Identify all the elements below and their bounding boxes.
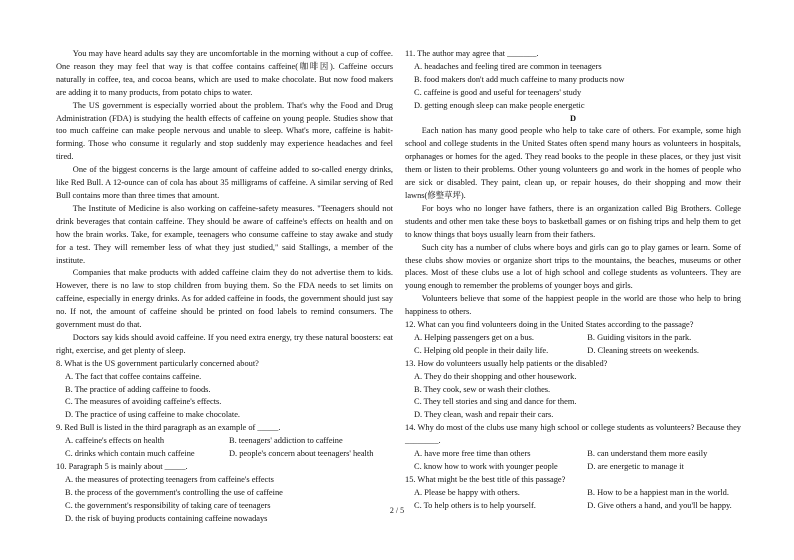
question-stem: 12. What can you find volunteers doing in the United States according to the passage? xyxy=(405,320,694,330)
question-stem: 14. Why do most of the clubs use many high school or college students as volunteers? Because they ________. xyxy=(405,423,741,446)
passage-d-paragraph-4: Volunteers believe that some of the happiest people in the world are those who help to bring happiness to others. xyxy=(405,294,741,317)
option-d[interactable]: D. Give others a hand, and you'll be happy. xyxy=(587,500,732,510)
question-12 xyxy=(405,319,741,358)
option-d[interactable]: D. are energetic to manage it xyxy=(587,462,684,471)
option-d[interactable]: D. They clean, wash and repair their cars. xyxy=(414,410,554,420)
passage-d-paragraph-1: Each nation has many good people who help to take care of others. For example, some high school and college students in the United States often spend many hours as volunteers in hospitals, orphanages or homes for the aged. They read books to the people in these places, or they just visit them or listen to their problems. Other young volunteers go and work in the homes of people who are sick or disabled. They paint, clean up, or repair houses, do their shopping and mow their lawns(修整草坪). xyxy=(405,126,741,200)
option-a[interactable]: A. headaches and feeling tired are common in teenagers xyxy=(414,61,602,71)
options-row xyxy=(414,461,741,474)
question-stem: 13. How do volunteers usually help patients or the disabled? xyxy=(405,358,608,368)
question-11 xyxy=(405,48,741,113)
options-row xyxy=(414,487,741,500)
option-a[interactable]: A. have more free time than others xyxy=(414,449,531,459)
question-stem: 15. What might be the best title of this passage? xyxy=(405,474,566,484)
options-row xyxy=(65,435,393,448)
option-c[interactable]: C. the government's responsibility of taking care of teenagers xyxy=(65,500,271,510)
option-b[interactable]: B. teenagers' addiction to caffeine xyxy=(229,436,343,446)
options-row xyxy=(414,332,741,345)
passage-c-paragraph-3: One of the biggest concerns is the large amount of caffeine added to so-called energy drinks, like Red Bull. A 12-ounce can of cola has about 35 milligrams of caffeine. A similar serving of Red Bull contains more than three times that amount. xyxy=(56,165,393,200)
option-d[interactable]: D. people's concern about teenagers' health xyxy=(229,449,374,459)
question-stem: 10. Paragraph 5 is mainly about _____. xyxy=(56,462,188,471)
options-row xyxy=(414,448,741,461)
passage-c-paragraph-2: The US government is especially worried about the problem. That's why the Food and Drug Administration (FDA) is studying the health effects of caffeine on young people. Studies show that too much caffeine can make people nervous and unable to sleep. What's more, caffeine is habit-forming. Those who consume it regularly and stop suddenly may experience headaches and feel tired. xyxy=(56,100,393,162)
option-a[interactable]: A. The fact that coffee contains caffeine. xyxy=(65,371,202,381)
option-d[interactable]: D. The practice of using caffeine to make chocolate. xyxy=(65,410,241,420)
option-b[interactable]: B. They cook, sew or wash their clothes. xyxy=(414,384,551,394)
question-stem: 8. What is the US government particularly concerned about? xyxy=(56,358,259,368)
option-b[interactable]: B. Guiding visitors in the park. xyxy=(587,332,692,342)
option-b[interactable]: B. How to be a happiest man in the world. xyxy=(587,487,729,497)
question-9 xyxy=(56,422,393,461)
question-14 xyxy=(405,422,741,474)
passage-d-paragraph-2: For boys who no longer have fathers, there is an organization called Big Brothers. College students and other men take these boys to basketball games or on fishing trips and help them to get to know things that boys usually learn from their fathers. xyxy=(405,203,741,239)
options-row xyxy=(65,448,393,461)
option-a[interactable]: A. They do their shopping and other housework. xyxy=(414,371,577,381)
right-column xyxy=(405,48,741,513)
question-10 xyxy=(56,461,393,526)
option-a[interactable]: A. caffeine's effects on health xyxy=(65,436,165,446)
question-stem: 9. Red Bull is listed in the third paragraph as an example of _____. xyxy=(56,423,281,433)
passage-c-paragraph-1: You may have heard adults say they are uncomfortable in the morning without a cup of coffee. One reason they may feel that way is that coffee contains caffeine(咖啡因). Caffeine occurs naturally in coffee, tea, and cocoa beans, which are used to make chocolate. But now food makers are adding it to many products, from potato chips to water. xyxy=(56,49,393,97)
option-c[interactable]: C. They tell stories and sing and dance for them. xyxy=(414,397,577,407)
option-c[interactable]: C. Helping old people in their daily life. xyxy=(414,345,549,355)
option-d[interactable]: D. Cleaning streets on weekends. xyxy=(587,345,699,355)
passage-c-paragraph-4: The Institute of Medicine is also working on caffeine-safety measures. "Teenagers should not drink beverages that contain caffeine. They should be aware of caffeine's effects on health and on how the brain works. Take, for example, teenagers who consume caffeine to stay awake and study for a test. They will remember less of what they just studied," said Stallings, a member of the institute. xyxy=(56,203,393,265)
options-row xyxy=(414,345,741,358)
question-13 xyxy=(405,358,741,423)
option-b[interactable]: B. can understand them more easily xyxy=(587,449,708,459)
option-c[interactable]: C. To help others is to help yourself. xyxy=(414,500,536,510)
passage-d-paragraph-3: Such city has a number of clubs where boys and girls can go to play games or learn. Some of these clubs show movies or organize short trips to the mountains, the beaches, museums or other places. Most of these clubs use a lot of high school and college students as volunteers. They are young enough to remember the problems of younger boys and girls. xyxy=(405,242,741,291)
option-d[interactable]: D. getting enough sleep can make people energetic xyxy=(414,100,585,110)
option-b[interactable]: B. The practice of adding caffeine to foods. xyxy=(65,384,211,394)
passage-c-paragraph-6: Doctors say kids should avoid caffeine. If you need extra energy, try these natural boosters: eat right, exercise, and get plenty of sleep. xyxy=(56,332,393,355)
option-a[interactable]: A. Please be happy with others. xyxy=(414,487,520,497)
option-d[interactable]: D. the risk of buying products containing caffeine nowadays xyxy=(65,513,268,523)
option-c[interactable]: C. know how to work with younger people xyxy=(414,462,558,471)
option-b[interactable]: B. the process of the government's controlling the use of caffeine xyxy=(65,487,283,497)
option-c[interactable]: C. The measures of avoiding caffeine's effects. xyxy=(65,397,222,407)
passage-c-paragraph-5: Companies that make products with added caffeine claim they do not advertise them to kids. However, there is no law to stop children from buying them. So the FDA needs to set limits on caffeine, especially in energy drinks. As for added caffeine in foods, the government should just say no. If not, the amount of caffeine should be printed on food labels to remind consumers. The government must do that. xyxy=(56,268,393,330)
left-column xyxy=(56,48,393,526)
page-number: 2 / 5 xyxy=(389,506,405,515)
question-stem: 11. The author may agree that _______. xyxy=(405,49,539,58)
option-b[interactable]: B. food makers don't add much caffeine to many products now xyxy=(414,74,625,84)
option-c[interactable]: C. caffeine is good and useful for teenagers' study xyxy=(414,87,582,97)
option-c[interactable]: C. drinks which contain much caffeine xyxy=(65,449,195,459)
question-8 xyxy=(56,358,393,423)
option-a[interactable]: A. Helping passengers get on a bus. xyxy=(414,332,535,342)
section-heading-d: D xyxy=(569,113,577,123)
option-a[interactable]: A. the measures of protecting teenagers from caffeine's effects xyxy=(65,474,274,484)
